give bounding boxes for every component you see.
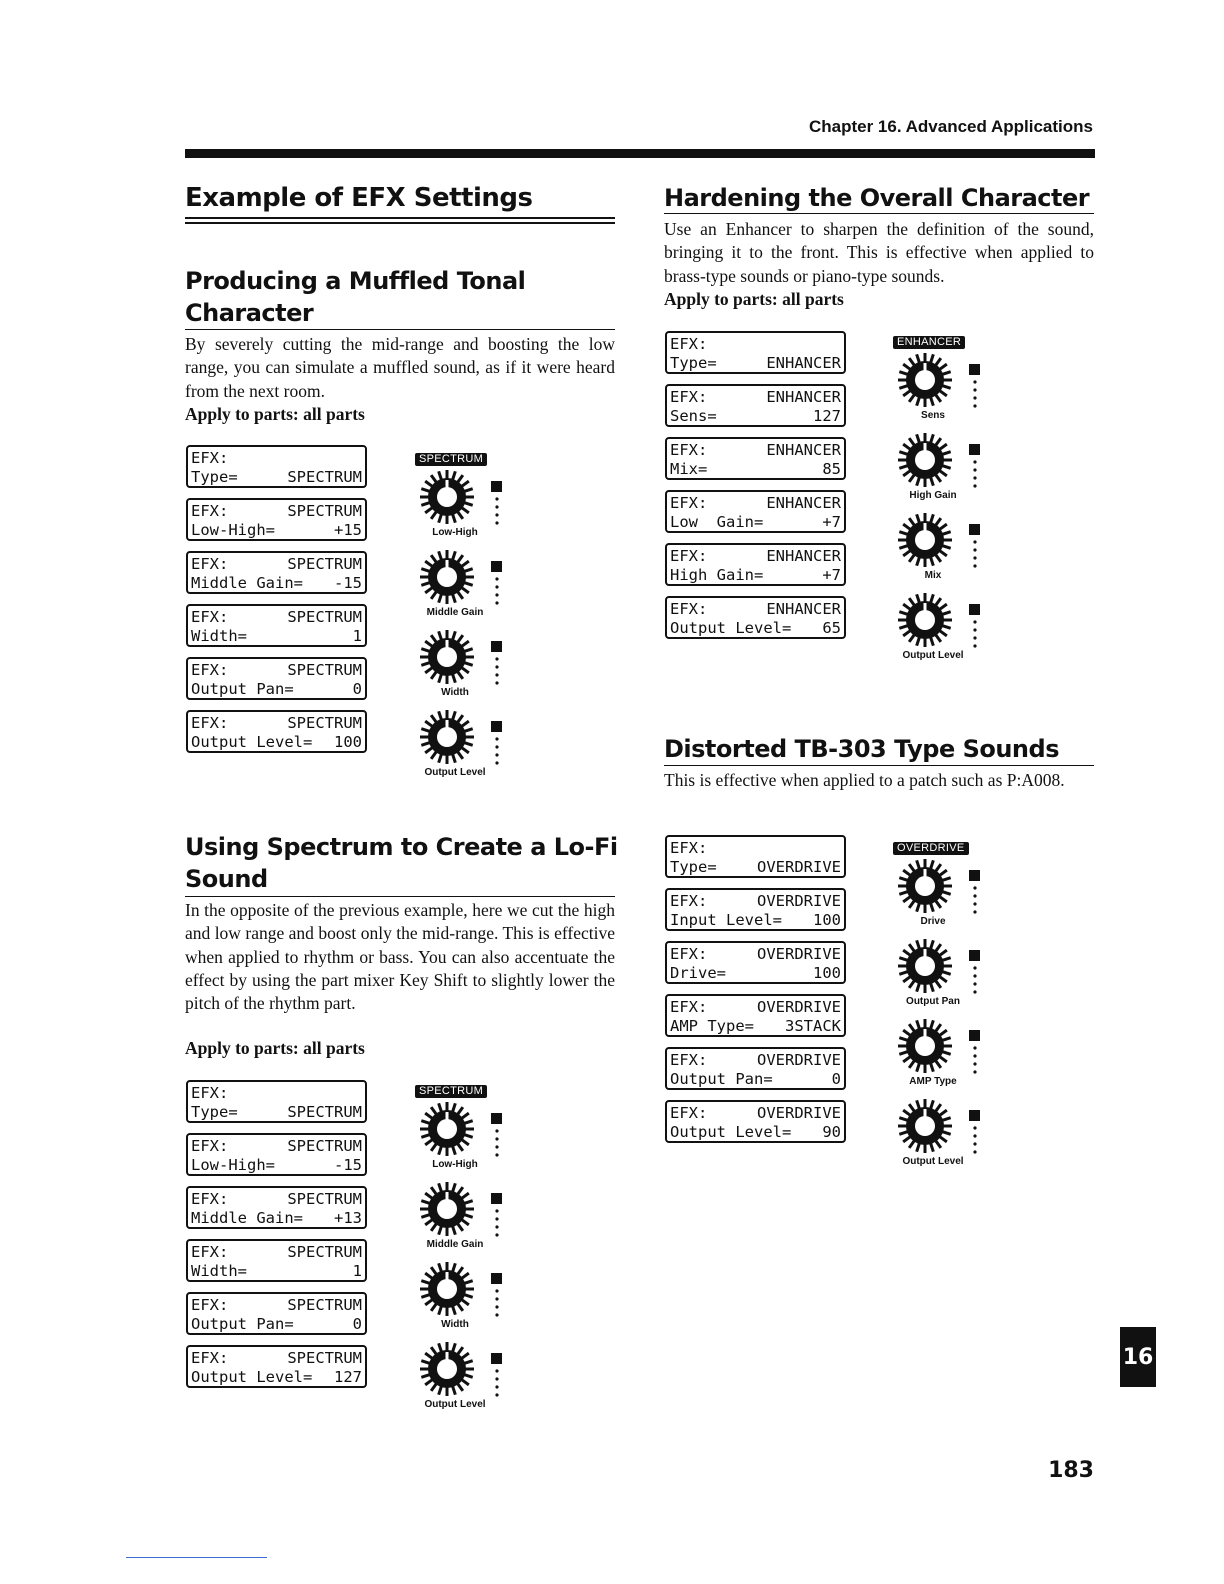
lcd-line-2-value: +13 (334, 1209, 362, 1227)
knob-control (893, 1094, 1003, 1174)
lcd-line-2-value: 0 (352, 1315, 362, 1333)
lcd-line-1-label: EFX: (191, 449, 229, 467)
lcd-line-2 (191, 1103, 362, 1122)
lcd-display (186, 1133, 367, 1176)
lcd-line-2 (191, 1315, 362, 1334)
lcd-display (186, 551, 367, 594)
lcd-line-1-value: SPECTRUM (287, 661, 362, 679)
lcd-line-2 (670, 407, 841, 426)
lcd-line-1-label: EFX: (670, 600, 708, 618)
lcd-line-1-value: SPECTRUM (287, 714, 362, 732)
lcd-line-2 (670, 513, 841, 532)
lcd-line-2-label: Type= (670, 354, 717, 372)
lcd-line-1-value: OVERDRIVE (757, 1104, 841, 1122)
lcd-display (186, 1292, 367, 1335)
lcd-line-1-value: OVERDRIVE (757, 998, 841, 1016)
lcd-line-2-label: AMP Type= (670, 1017, 754, 1035)
lcd-line-1 (670, 335, 841, 354)
knob-control (415, 1097, 525, 1177)
lcd-line-1-label: EFX: (670, 494, 708, 512)
section-title-muffled (185, 265, 525, 329)
lcd-line-1 (191, 449, 362, 468)
lcd-line-1 (670, 1104, 841, 1123)
knob-icon (893, 508, 1003, 570)
knob-icon (415, 1337, 525, 1399)
lcd-line-1-value: OVERDRIVE (757, 1051, 841, 1069)
lcd-line-1 (191, 661, 362, 680)
knob-icon (415, 545, 525, 607)
lcd-line-2-value: SPECTRUM (287, 468, 362, 486)
knob-icon (415, 1177, 525, 1239)
lcd-line-1-label: EFX: (670, 441, 708, 459)
lcd-line-1-label: EFX: (191, 555, 229, 573)
lcd-line-1 (191, 1349, 362, 1368)
section-rule-tb303 (664, 765, 1094, 766)
lcd-line-2-value: 100 (813, 911, 841, 929)
knob-label: Low-High (432, 527, 478, 538)
lcd-line-2 (191, 521, 362, 540)
knob-control (415, 625, 525, 705)
knob-label: Drive (920, 916, 946, 927)
lcd-display (186, 445, 367, 488)
section-title-lofi-line1: Using Spectrum to Create a Lo-Fi (185, 833, 618, 861)
knob-label: Output Pan (906, 996, 960, 1007)
lcd-line-1 (670, 892, 841, 911)
lcd-line-2-label: Type= (191, 468, 238, 486)
lcd-line-2 (670, 1123, 841, 1142)
lcd-line-1-label: EFX: (191, 1296, 229, 1314)
lcd-line-1 (191, 714, 362, 733)
effect-badge: SPECTRUM (415, 1085, 487, 1098)
lcd-line-1-label: EFX: (670, 335, 708, 353)
lcd-line-2-label: Mix= (670, 460, 708, 478)
lcd-line-2-label: Drive= (670, 964, 726, 982)
lcd-line-1-label: EFX: (191, 502, 229, 520)
lcd-line-2 (191, 1262, 362, 1281)
effect-badge: OVERDRIVE (893, 842, 969, 855)
knob-control (893, 1014, 1003, 1094)
knob-label: Width (441, 687, 469, 698)
lcd-line-2 (670, 354, 841, 373)
knob-label: Output Level (902, 1156, 964, 1167)
lcd-display (186, 710, 367, 753)
knob-panel-lofi (415, 1081, 525, 1417)
lcd-line-1 (670, 945, 841, 964)
lcd-line-2-value: +15 (334, 521, 362, 539)
section-text-muffled: By severely cutting the mid-range and boosting the low range, you can simulate a muffled sound, as if it were heard from the next room. (185, 334, 615, 401)
knob-label: Width (441, 1319, 469, 1330)
lcd-line-2-value: 1 (352, 1262, 362, 1280)
lcd-line-1-value: SPECTRUM (287, 1243, 362, 1261)
lcd-line-1 (670, 441, 841, 460)
lcd-line-2-value: SPECTRUM (287, 1103, 362, 1121)
section-title-lofi (185, 831, 618, 895)
section-title-hardening: Hardening the Overall Character (664, 184, 1090, 212)
lcd-line-1 (670, 494, 841, 513)
section-text-lofi: In the opposite of the previous example, here we cut the high and low range and boost only the mid-range. This is effective when applied to rhythm or bass. You can also accentuate the effect by using the part mixer Key Shift to slightly lower the pitch of the rhythm part. (185, 900, 615, 1014)
knob-control (415, 1257, 525, 1337)
lcd-line-1-value: SPECTRUM (287, 608, 362, 626)
knob-label: Output Level (902, 650, 964, 661)
lcd-line-2-value: 0 (352, 680, 362, 698)
section-title-muffled-line1: Producing a Muffled Tonal (185, 267, 526, 295)
main-title: Example of EFX Settings (185, 183, 533, 213)
lcd-line-2-label: Low Gain= (670, 513, 764, 531)
lcd-line-1-label: EFX: (670, 998, 708, 1016)
lcd-line-1-value: ENHANCER (766, 441, 841, 459)
lcd-line-1-label: EFX: (670, 945, 708, 963)
lcd-line-1 (670, 547, 841, 566)
effect-badge-row (415, 1081, 525, 1097)
lcd-line-2-label: Type= (670, 858, 717, 876)
knob-label: Low-High (432, 1159, 478, 1170)
lcd-display (665, 490, 846, 533)
lcd-group-hardening (665, 331, 846, 639)
lcd-display (186, 498, 367, 541)
lcd-line-2-label: Type= (191, 1103, 238, 1121)
lcd-line-2-value: 0 (831, 1070, 841, 1088)
lcd-line-1-label: EFX: (191, 661, 229, 679)
effect-badge: ENHANCER (893, 336, 965, 349)
knob-icon (893, 348, 1003, 410)
lcd-display (186, 604, 367, 647)
effect-badge-row (893, 332, 1003, 348)
lcd-display (186, 1186, 367, 1229)
knob-panel-hardening (893, 332, 1003, 668)
lcd-line-1-label: EFX: (670, 388, 708, 406)
lcd-line-2 (670, 1070, 841, 1089)
lcd-line-1-label: EFX: (670, 839, 708, 857)
section-text-tb303: This is effective when applied to a patch such as P:A008. (664, 770, 1065, 790)
lcd-line-2-value: +7 (822, 513, 841, 531)
lcd-line-2-value: OVERDRIVE (757, 858, 841, 876)
knob-control (893, 348, 1003, 428)
apply-parts-lofi: Apply to parts: all parts (185, 1038, 365, 1058)
lcd-line-2-label: Output Pan= (191, 680, 294, 698)
lcd-line-1-value: SPECTRUM (287, 1296, 362, 1314)
lcd-line-2-value: -15 (334, 1156, 362, 1174)
lcd-line-2 (670, 858, 841, 877)
knob-control (893, 934, 1003, 1014)
lcd-line-2 (191, 1368, 362, 1387)
lcd-line-2-label: Input Level= (670, 911, 782, 929)
main-title-rule (185, 217, 615, 219)
lcd-line-2-value: 127 (813, 407, 841, 425)
lcd-line-2-label: Output Level= (670, 619, 792, 637)
effect-badge-row (415, 449, 525, 465)
lcd-display (186, 1345, 367, 1388)
knob-label: Mix (924, 570, 942, 581)
lcd-line-1-value: SPECTRUM (287, 1137, 362, 1155)
lcd-display (665, 1047, 846, 1090)
knob-control (893, 588, 1003, 668)
knob-control (415, 1337, 525, 1417)
lcd-line-1 (670, 839, 841, 858)
lcd-line-2-label: Output Level= (191, 1368, 313, 1386)
lcd-line-1 (191, 1243, 362, 1262)
knob-control (415, 705, 525, 785)
knob-icon (893, 1094, 1003, 1156)
section-rule-lofi (185, 896, 615, 897)
lcd-line-2-label: Width= (191, 627, 247, 645)
lcd-line-1 (191, 1296, 362, 1315)
lcd-line-2-label: Output Pan= (670, 1070, 773, 1088)
lcd-line-1-value: SPECTRUM (287, 1190, 362, 1208)
main-title-rule-2 (185, 222, 615, 224)
knob-label: High Gain (909, 490, 957, 501)
lcd-display (186, 1080, 367, 1123)
knob-icon (893, 428, 1003, 490)
lcd-line-1-value: OVERDRIVE (757, 892, 841, 910)
lcd-line-2 (191, 468, 362, 487)
knob-label: Sens (921, 410, 945, 421)
apply-parts-muffled: Apply to parts: all parts (185, 404, 365, 424)
lcd-display (665, 888, 846, 931)
lcd-line-1-label: EFX: (191, 1243, 229, 1261)
lcd-display (665, 437, 846, 480)
lcd-line-2-value: -15 (334, 574, 362, 592)
header-rule (185, 149, 1095, 158)
lcd-line-2 (670, 566, 841, 585)
knob-panel-muffled (415, 449, 525, 785)
lcd-line-2 (670, 460, 841, 479)
lcd-line-1-value: SPECTRUM (287, 1349, 362, 1367)
lcd-display (665, 941, 846, 984)
lcd-line-2-value: 65 (822, 619, 841, 637)
lcd-line-2 (191, 680, 362, 699)
lcd-line-2-label: Low-High= (191, 1156, 275, 1174)
knob-icon (893, 588, 1003, 650)
lcd-line-1 (670, 1051, 841, 1070)
lcd-line-1-value: ENHANCER (766, 600, 841, 618)
knob-icon (415, 1257, 525, 1319)
footer-link-underline (126, 1557, 267, 1558)
lcd-line-1 (670, 600, 841, 619)
knob-control (415, 1177, 525, 1257)
lcd-display (186, 1239, 367, 1282)
lcd-line-2 (191, 1209, 362, 1228)
lcd-display (665, 994, 846, 1037)
lcd-line-1-label: EFX: (670, 1051, 708, 1069)
lcd-line-2 (191, 733, 362, 752)
lcd-line-2-value: 100 (334, 733, 362, 751)
lcd-line-2-value: ENHANCER (766, 354, 841, 372)
lcd-line-1-label: EFX: (670, 1104, 708, 1122)
effect-badge: SPECTRUM (415, 453, 487, 466)
knob-label: Output Level (424, 767, 486, 778)
section-rule-hardening (664, 213, 1094, 214)
lcd-group-tb303 (665, 835, 846, 1143)
knob-icon (415, 625, 525, 687)
knob-icon (893, 854, 1003, 916)
knob-control (415, 545, 525, 625)
lcd-line-2-label: Low-High= (191, 521, 275, 539)
lcd-line-2-label: Output Level= (670, 1123, 792, 1141)
lcd-line-2-label: Output Level= (191, 733, 313, 751)
knob-panel-tb303 (893, 838, 1003, 1174)
lcd-line-1 (191, 555, 362, 574)
lcd-line-2-value: 90 (822, 1123, 841, 1141)
lcd-line-2-value: 127 (334, 1368, 362, 1386)
page-number: 183 (1048, 1458, 1094, 1483)
knob-icon (893, 934, 1003, 996)
lcd-line-2 (191, 574, 362, 593)
knob-label: Output Level (424, 1399, 486, 1410)
knob-icon (893, 1014, 1003, 1076)
lcd-line-1 (191, 608, 362, 627)
lcd-line-2-value: 3STACK (785, 1017, 841, 1035)
lcd-line-1-value: SPECTRUM (287, 502, 362, 520)
lcd-line-1 (670, 388, 841, 407)
lcd-display (665, 543, 846, 586)
section-title-lofi-line2: Sound (185, 865, 268, 893)
lcd-line-2 (191, 627, 362, 646)
lcd-display (665, 835, 846, 878)
lcd-line-2-label: Middle Gain= (191, 1209, 303, 1227)
lcd-display (665, 596, 846, 639)
section-title-muffled-line2: Character (185, 299, 314, 327)
lcd-line-1-value: OVERDRIVE (757, 945, 841, 963)
knob-label: Middle Gain (426, 1239, 484, 1250)
lcd-line-2-label: Output Pan= (191, 1315, 294, 1333)
section-title-tb303: Distorted TB-303 Type Sounds (664, 735, 1059, 763)
knob-control (893, 854, 1003, 934)
lcd-line-1 (191, 1190, 362, 1209)
lcd-line-2-label: Width= (191, 1262, 247, 1280)
lcd-line-2-label: Sens= (670, 407, 717, 425)
lcd-line-1-label: EFX: (191, 1084, 229, 1102)
lcd-line-1-value: SPECTRUM (287, 555, 362, 573)
knob-control (893, 428, 1003, 508)
lcd-line-1-label: EFX: (191, 1137, 229, 1155)
section-text-hardening: Use an Enhancer to sharpen the definition of the sound, bringing it to the front. This is effective when applied to brass-type sounds or piano-type sounds. (664, 219, 1094, 286)
lcd-line-1-value: ENHANCER (766, 547, 841, 565)
lcd-line-1-label: EFX: (191, 1190, 229, 1208)
lcd-line-2-label: Middle Gain= (191, 574, 303, 592)
lcd-line-2 (670, 619, 841, 638)
lcd-group-muffled (186, 445, 367, 753)
knob-icon (415, 705, 525, 767)
lcd-line-2 (191, 1156, 362, 1175)
knob-icon (415, 1097, 525, 1159)
knob-icon (415, 465, 525, 527)
lcd-line-1-label: EFX: (191, 608, 229, 626)
lcd-line-2-label: High Gain= (670, 566, 764, 584)
lcd-line-2 (670, 911, 841, 930)
lcd-group-lofi (186, 1080, 367, 1388)
lcd-line-2-value: 85 (822, 460, 841, 478)
lcd-line-2-value: +7 (822, 566, 841, 584)
lcd-line-1 (191, 502, 362, 521)
lcd-line-1-value: ENHANCER (766, 388, 841, 406)
section-rule-muffled (185, 329, 615, 330)
chapter-header: Chapter 16. Advanced Applications (808, 117, 1093, 136)
chapter-tab: 16 (1120, 1327, 1156, 1387)
lcd-line-1 (191, 1084, 362, 1103)
lcd-display (186, 657, 367, 700)
lcd-line-1-label: EFX: (670, 892, 708, 910)
lcd-line-1-label: EFX: (191, 714, 229, 732)
effect-badge-row (893, 838, 1003, 854)
lcd-line-1 (191, 1137, 362, 1156)
knob-label: Middle Gain (426, 607, 484, 618)
lcd-line-1 (670, 998, 841, 1017)
lcd-line-1-label: EFX: (191, 1349, 229, 1367)
knob-label: AMP Type (909, 1076, 957, 1087)
lcd-line-1-label: EFX: (670, 547, 708, 565)
lcd-line-2 (670, 1017, 841, 1036)
lcd-display (665, 384, 846, 427)
lcd-line-1-value: ENHANCER (766, 494, 841, 512)
lcd-display (665, 331, 846, 374)
apply-parts-hardening: Apply to parts: all parts (664, 289, 844, 309)
knob-control (893, 508, 1003, 588)
knob-control (415, 465, 525, 545)
lcd-line-2-value: 100 (813, 964, 841, 982)
lcd-line-2 (670, 964, 841, 983)
lcd-display (665, 1100, 846, 1143)
lcd-line-2-value: 1 (352, 627, 362, 645)
